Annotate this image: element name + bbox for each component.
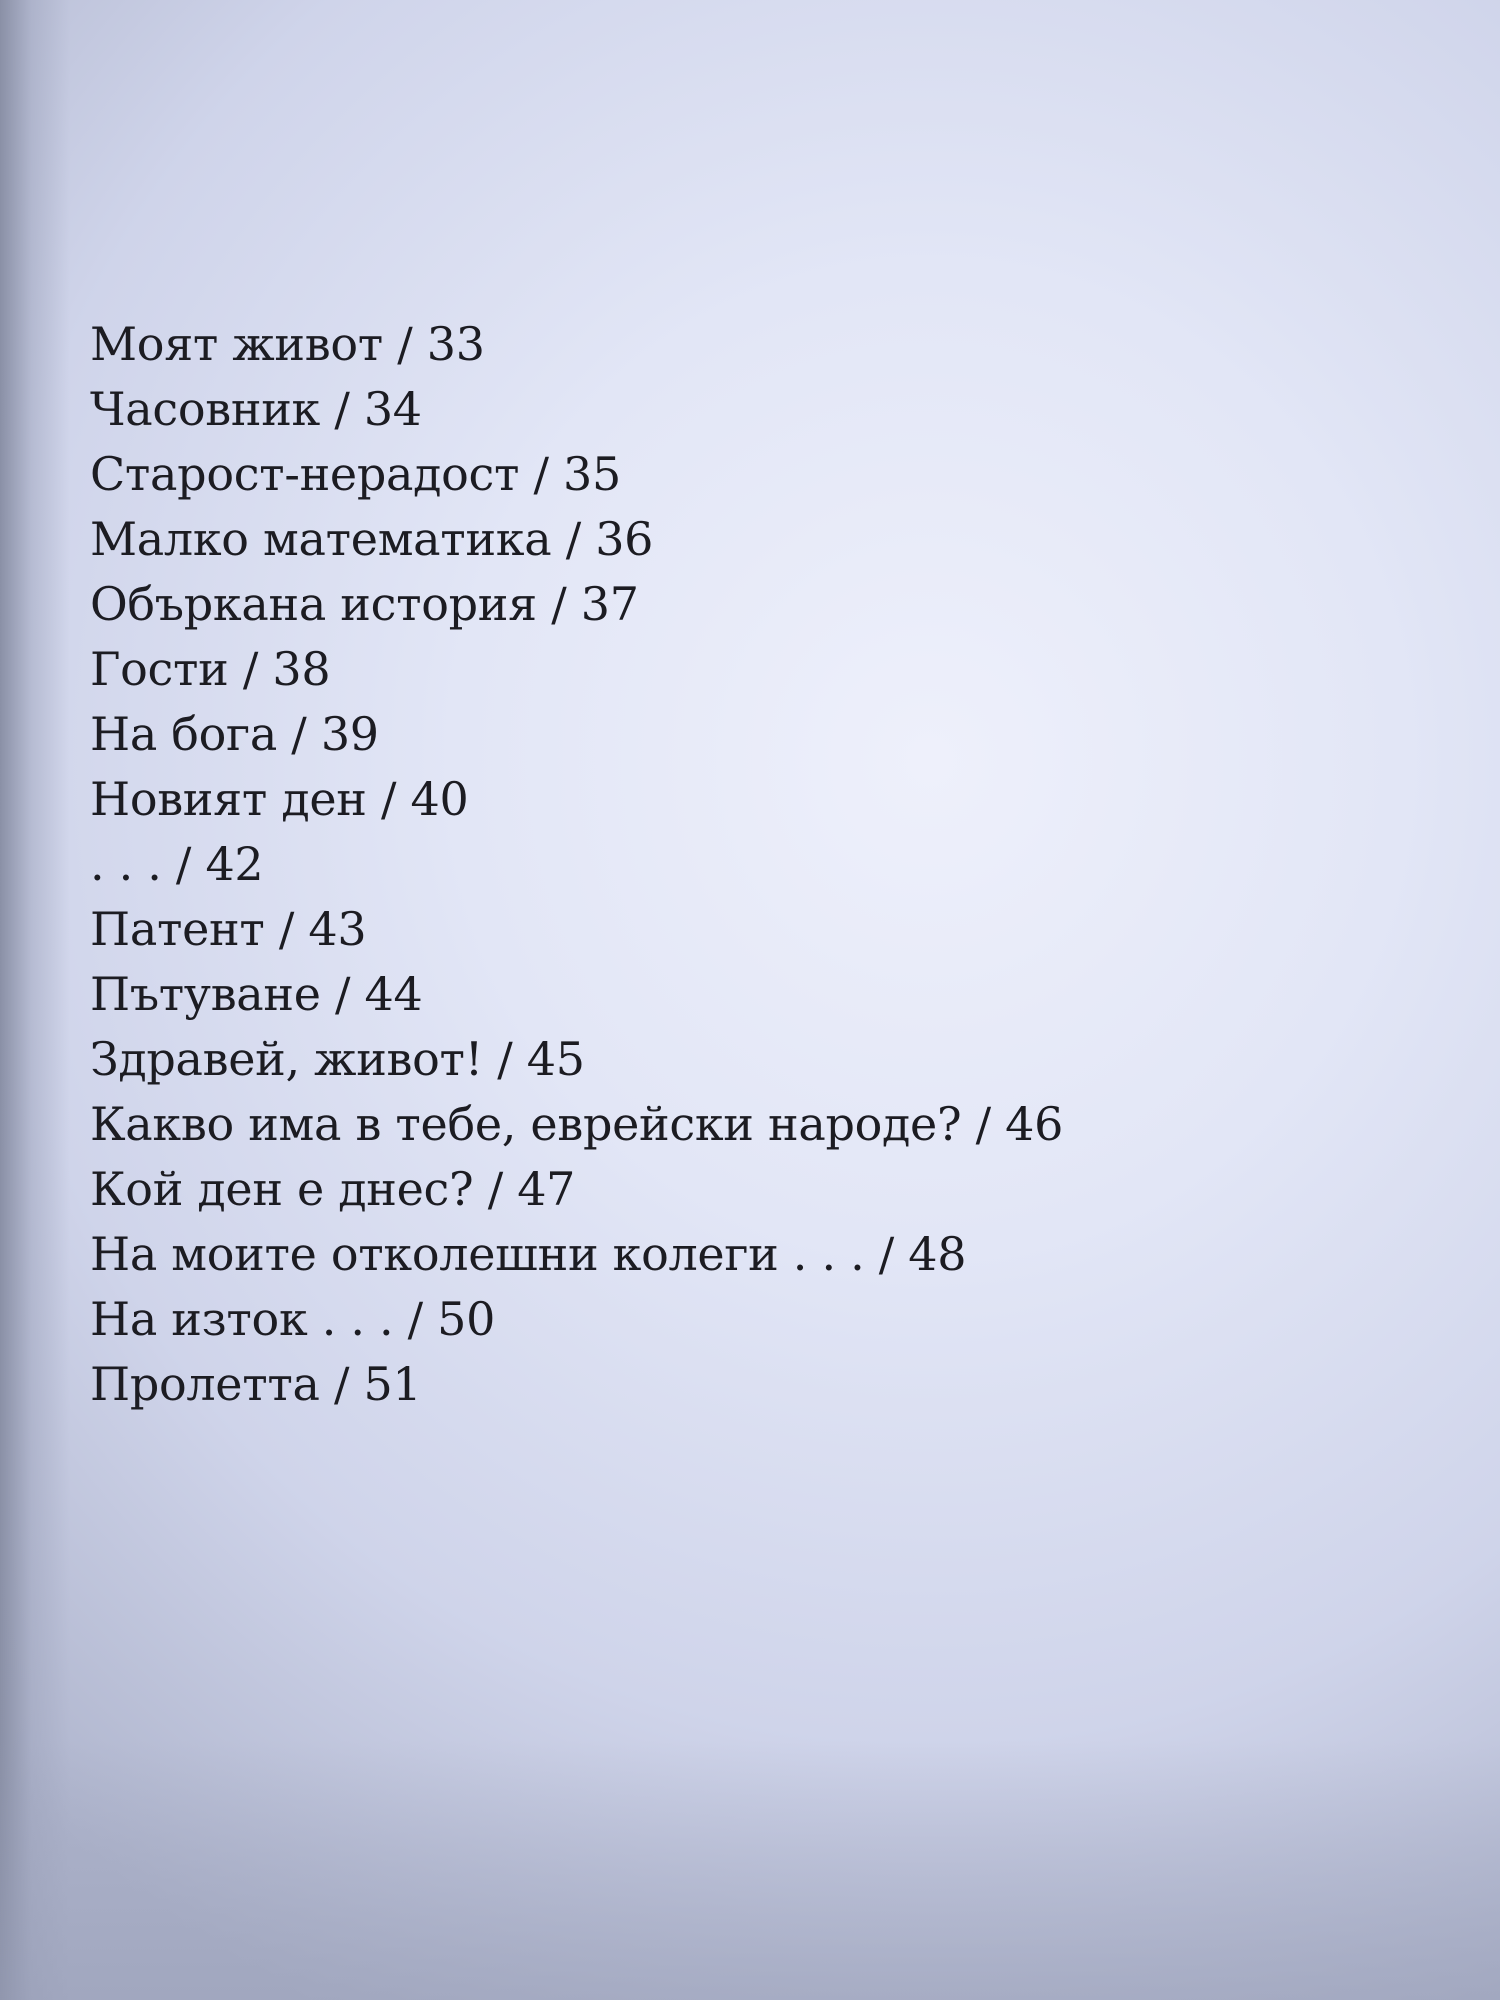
toc-entry: Кой ден е днес? / 47 (90, 1162, 576, 1216)
table-of-contents (90, 312, 1063, 1417)
toc-entry: Какво има в тебе, еврейски народе? / 46 (90, 1097, 1064, 1151)
toc-entry: Гости / 38 (90, 642, 331, 696)
toc-entry: Малко математика / 36 (90, 512, 654, 566)
toc-entry: Часовник / 34 (90, 382, 422, 436)
toc-entry: Старост-нерадост / 35 (90, 447, 621, 501)
toc-entry: Объркана история / 37 (90, 577, 639, 631)
toc-entry: Новият ден / 40 (90, 772, 469, 826)
toc-entry: На бога / 39 (90, 707, 379, 761)
toc-entry: Моят живот / 33 (90, 317, 485, 371)
page-edge-shadow (0, 0, 70, 2000)
page-bottom-shadow (0, 1740, 1500, 2000)
toc-entry: На моите отколешни колеги . . . / 48 (90, 1227, 967, 1281)
toc-entry: Пролетта / 51 (90, 1357, 422, 1411)
toc-entry: Пътуване / 44 (90, 967, 423, 1021)
toc-entry: . . . / 42 (90, 837, 264, 891)
toc-entry: Здравей, живот! / 45 (90, 1032, 585, 1086)
toc-entry: Патент / 43 (90, 902, 367, 956)
toc-entry: На изток . . . / 50 (90, 1292, 496, 1346)
